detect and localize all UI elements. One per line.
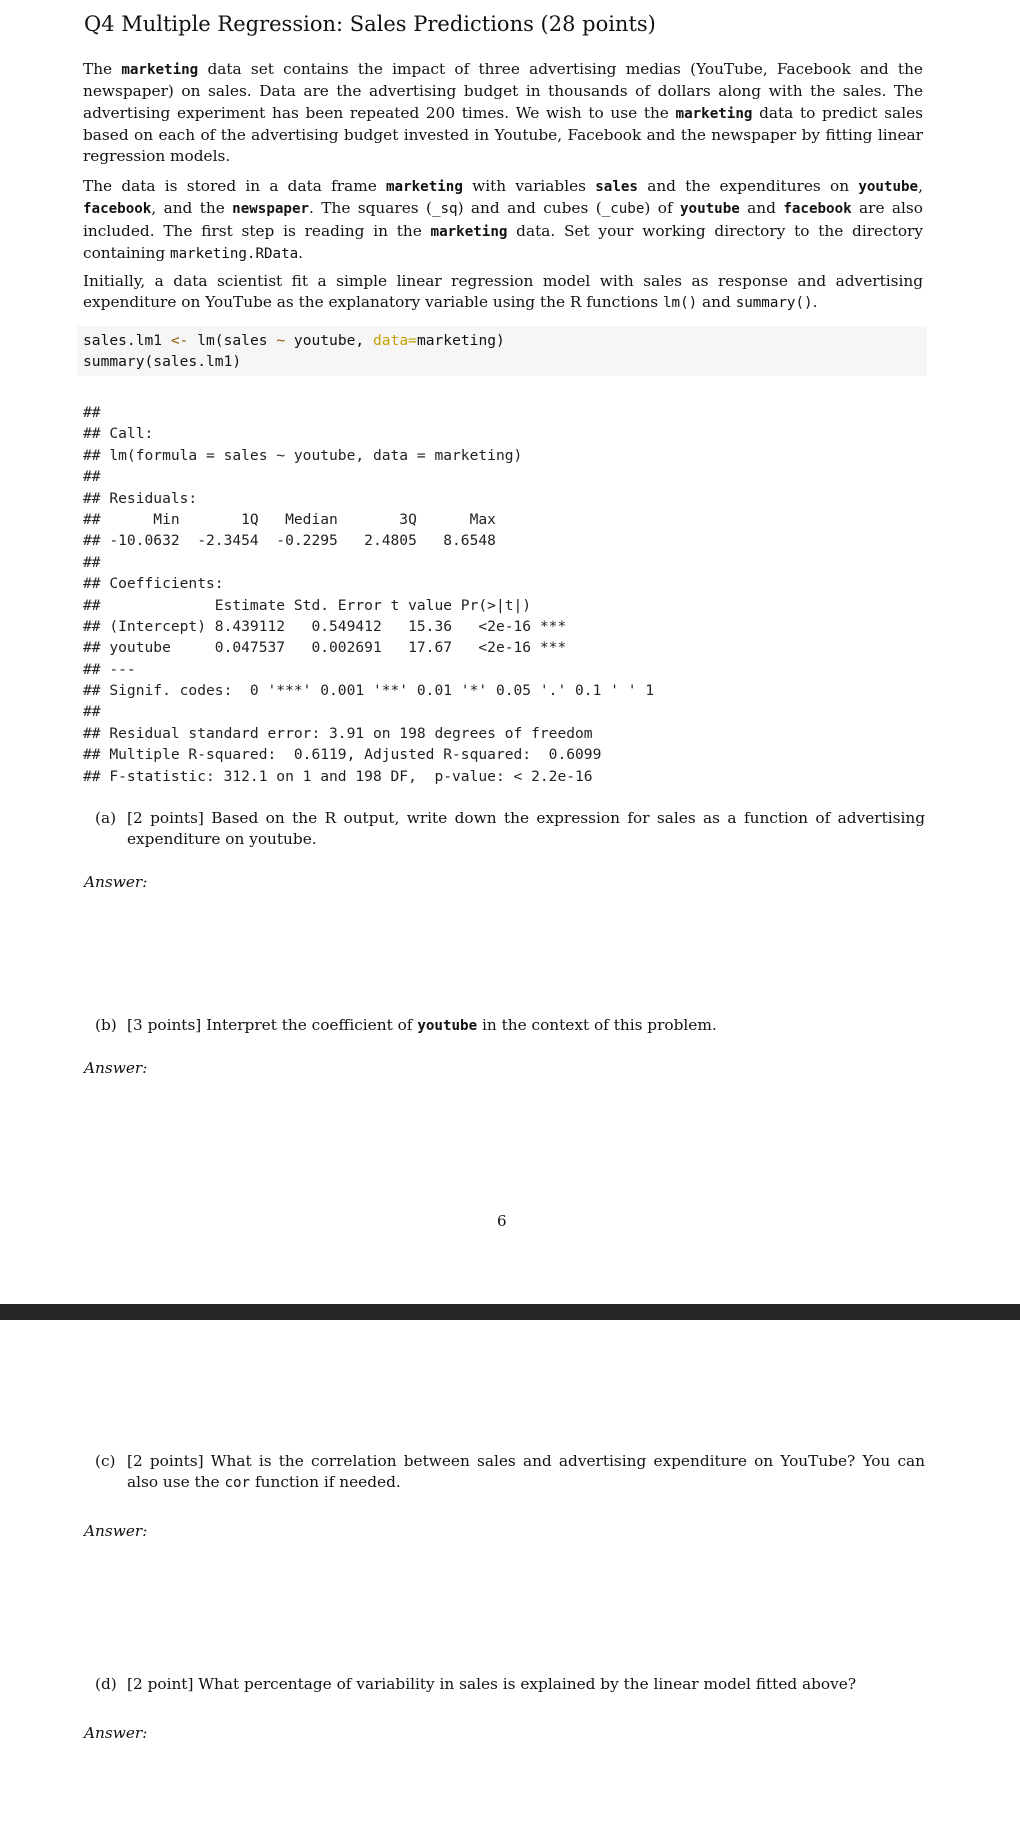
text-segment: lm(sales: [188, 332, 277, 349]
output-line: ## (Intercept) 8.439112 0.549412 15.36 <2e-16 ***: [83, 617, 567, 635]
intro-paragraph-1: [83, 59, 923, 167]
answer-b-label: Answer:: [84, 1059, 148, 1077]
output-line: ##: [83, 703, 101, 721]
inline-code: marketing: [675, 105, 753, 122]
code-line-2: summary(sales.lm1): [83, 353, 242, 370]
output-line: ## F-statistic: 312.1 on 1 and 198 DF, p-value: < 2.2e-16: [83, 767, 593, 785]
question-a: [95, 808, 925, 851]
output-line: ## Coefficients:: [83, 575, 224, 593]
inline-code: newspaper: [232, 201, 310, 218]
output-line: ## lm(formula = sales ~ youtube, data = marketing): [83, 446, 523, 464]
question-d-label: (d): [95, 1675, 117, 1693]
text-segment: , and the: [151, 199, 233, 218]
text-segment: .: [812, 293, 818, 312]
answer-d-label: Answer:: [84, 1724, 148, 1742]
intro-paragraph-3: [83, 271, 923, 315]
question-b: [95, 1015, 925, 1037]
inline-code: facebook: [83, 201, 152, 218]
inline-code: facebook: [783, 201, 852, 218]
answer-a-label: Answer:: [84, 873, 148, 891]
question-c-label: (c): [95, 1452, 116, 1470]
code-line-1: [83, 330, 927, 351]
inline-code: lm(): [663, 295, 698, 312]
inline-code: youtube: [680, 201, 740, 218]
text-segment: function if needed.: [250, 1473, 401, 1492]
text-segment: sales.lm1: [83, 332, 171, 349]
inline-code: marketing: [386, 179, 463, 195]
inline-code: cor: [224, 1475, 251, 1492]
text-segment: [2 points] What is the correlation between sales and advertising expenditure on YouTube? You can also use the: [127, 1452, 925, 1492]
text-segment: and the expenditures on: [637, 177, 859, 195]
text-segment: and: [739, 199, 784, 218]
text-segment: [2 point] What percentage of variability in sales is explained by the linear model fitted above?: [127, 1675, 857, 1693]
text-segment: [2 points] Based on the R output, write down the expression for sales as a function of advertising expenditure on youtube.: [127, 809, 925, 849]
text-segment: .: [298, 243, 304, 262]
output-line: ##: [83, 468, 101, 486]
inline-code: marketing: [121, 62, 199, 78]
inline-code: youtube: [417, 1018, 478, 1034]
text-segment: ) and and cubes (: [457, 199, 602, 218]
text-segment: . The squares (: [309, 199, 432, 218]
answer-c-label: Answer:: [84, 1522, 148, 1540]
question-d: [95, 1674, 925, 1695]
output-line: ## Multiple R-squared: 0.6119, Adjusted R-squared: 0.6099: [83, 746, 602, 764]
output-line: ## youtube 0.047537 0.002691 17.67 <2e-16 ***: [83, 639, 567, 657]
inline-code: _cube: [601, 201, 645, 218]
text-segment: youtube,: [285, 332, 373, 349]
output-line: ## Residuals:: [83, 489, 198, 507]
r-output-block: [83, 402, 943, 787]
question-c: [95, 1451, 925, 1495]
text-segment: ~: [276, 332, 286, 349]
question-a-text: [95, 808, 925, 851]
question-b-label: (b): [95, 1016, 117, 1034]
text-segment: data set contains the impact of three advertising medias (YouTube, Facebook and the newspaper) on sales. Data are the advertising budget in thousands of dollars along with the sales. The advertising experiment has been repeated 200 times. We wish to use the: [83, 60, 923, 122]
question-d-text: [95, 1674, 925, 1695]
question-b-text: [95, 1015, 925, 1037]
output-line: ## ---: [83, 660, 136, 678]
text-segment: data to predict sales based on each of the advertising budget invested in Youtube, Facebook and the newspaper by fitting linear regression models.: [83, 103, 923, 166]
inline-code: sales: [595, 179, 638, 195]
page-7: [0, 1320, 1020, 1838]
text-segment: <-: [170, 332, 189, 349]
text-segment: Initially, a data scientist fit a simple linear regression model with sales as response and advertising expenditure on YouTube as the explanatory variable using the R functions: [83, 272, 923, 312]
text-segment: are also included. The first step is reading in the: [83, 199, 923, 240]
text-segment: data=: [373, 332, 417, 349]
output-line: ## -10.0632 -2.3454 -0.2295 2.4805 8.6548: [83, 532, 496, 550]
text-segment: marketing): [416, 332, 505, 349]
output-line: ## Call:: [83, 425, 154, 443]
text-segment: [3 points] Interpret the coefficient of: [127, 1016, 418, 1034]
text-segment: data. Set your working directory to the directory containing: [83, 221, 923, 262]
text-segment: and: [697, 293, 736, 312]
text-segment: with variables: [462, 177, 596, 195]
page-number: 6: [497, 1212, 507, 1230]
output-line: ## Signif. codes: 0 '***' 0.001 '**' 0.01 '*' 0.05 '.' 0.1 ' ' 1: [83, 682, 655, 700]
question-c-text: [95, 1451, 925, 1495]
intro-paragraph-2: [83, 176, 923, 265]
output-line: ##: [83, 553, 101, 571]
output-line: ## Estimate Std. Error t value Pr(>|t|): [83, 596, 532, 614]
text-segment: The: [83, 60, 122, 78]
page-separator: [0, 1304, 1020, 1320]
text-segment: in the context of this problem.: [477, 1016, 717, 1034]
question-a-label: (a): [95, 809, 117, 827]
text-segment: The data is stored in a data frame: [83, 177, 386, 195]
output-line: ## Min 1Q Median 3Q Max: [83, 510, 496, 528]
output-line: ## Residual standard error: 3.91 on 198 degrees of freedom: [83, 724, 593, 742]
text-segment: ,: [918, 177, 923, 195]
inline-code: marketing: [430, 223, 508, 240]
inline-code: youtube: [858, 179, 919, 195]
inline-code: _sq: [431, 201, 458, 218]
output-line: ##: [83, 404, 101, 421]
question-title: Q4 Multiple Regression: Sales Predictions (28 points): [84, 12, 656, 36]
inline-code: marketing.RData: [170, 245, 299, 262]
inline-code: summary(): [735, 295, 813, 312]
text-segment: ) of: [644, 199, 680, 218]
r-code-block: [77, 326, 927, 376]
